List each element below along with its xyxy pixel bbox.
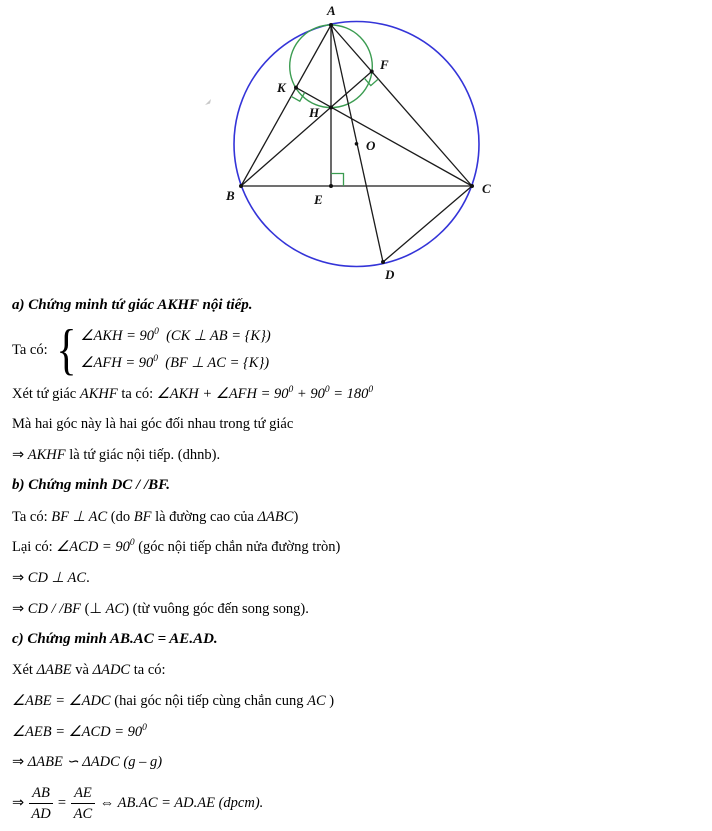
point-E [329,184,333,188]
stray-mark [205,99,211,105]
conclusion-rest: ⇔ AB.AC = AD.AE (dpcm). [99,795,264,812]
part-b-line-4: ⇒ CD / /BF (⊥ AC) (từ vuông góc đến song song). [12,600,309,617]
case-line-1: ∠AKH = $90^0$ (CK ⊥ AB = {K}) [80,327,271,345]
solution-text [0,292,712,823]
part-b-line-3: ⇒ CD ⊥ AC. [12,569,90,586]
part-c-line-1: Xét ΔABE và ΔADC ta có: [12,662,166,679]
label-F: F [380,57,389,72]
part-a-heading: a) Chứng minh tứ giác AKHF nội tiếp. [12,297,253,313]
label-H: H [309,105,320,120]
point-D [381,260,385,264]
part-c-line-2: ∠ABE = ∠ADC (hai góc nội tiếp cùng chắn cung AC ) [12,693,335,709]
part-a-line-1: Xét tứ giác AKHF ta có: ∠AKH + ∠AFH = $90^0 + 90^0 = 180^0$ [12,384,374,402]
label-D: D [385,267,395,282]
equals-sign: = [57,795,67,812]
line-DC [383,186,472,262]
right-angle-at-F [364,78,378,86]
point-F [370,70,374,74]
point-dots [239,23,474,264]
ta-co-label: Ta có: [12,341,48,358]
part-b-line-2: Lại có: ∠ACD = $90^0$ (góc nội tiếp chắn nửa đường tròn) [12,538,341,556]
part-c-conclusion [12,784,702,823]
right-angle-marks [291,78,378,186]
geometry-figure-container [0,0,712,292]
geometry-figure [0,0,712,292]
right-angle-at-E [331,174,344,187]
point-H [329,106,333,110]
label-C: C [482,181,491,196]
point-K [294,86,298,90]
point-A [329,23,333,27]
case-line-2: ∠AFH = $90^0$ (BF ⊥ AC = {K}) [80,354,270,372]
label-K: K [277,80,286,95]
fraction-AB-AD: $\frac{AB}{AD}$ [29,784,53,823]
part-b-line-1: Ta có: BF ⊥ AC (do BF là đường cao của ΔABC) [12,508,299,525]
fraction-AE-AC: $\frac{AE}{AC}$ [71,784,95,823]
part-c-line-4: ⇒ ΔABE ∽ ΔADC (g – g) [12,754,163,771]
part-a-line-3: ⇒ AKHF là tứ giác nội tiếp. (dhnb). [12,446,221,463]
altitude-BF [241,72,372,187]
label-A: A [327,3,336,18]
label-E: E [314,192,323,207]
cases-lines [81,327,271,372]
point-C [470,184,474,188]
point-B [239,184,243,188]
label-B: B [226,188,235,203]
altitude-CK [296,88,472,186]
implies-arrow: ⇒ [12,795,25,812]
part-a-line-2: Mà hai góc này là hai góc đối nhau trong tứ giác [12,416,294,433]
part-c-line-3: ∠AEB = ∠ACD = $90^0$ [12,722,147,740]
line-AC [331,25,472,186]
part-b-heading: b) Chứng minh DC / /BF. [12,477,170,494]
point-O [355,142,359,146]
part-a-cases-block: Ta có: { ∠AKH = $90^0$ (CK ⊥ AB = {K}) ∠AFH = $90^0$ (BF ⊥ AC = {K}) [12,318,271,381]
label-O: O [366,138,376,153]
part-c-heading: c) Chứng minh AB.AC = AE.AD. [12,631,218,648]
